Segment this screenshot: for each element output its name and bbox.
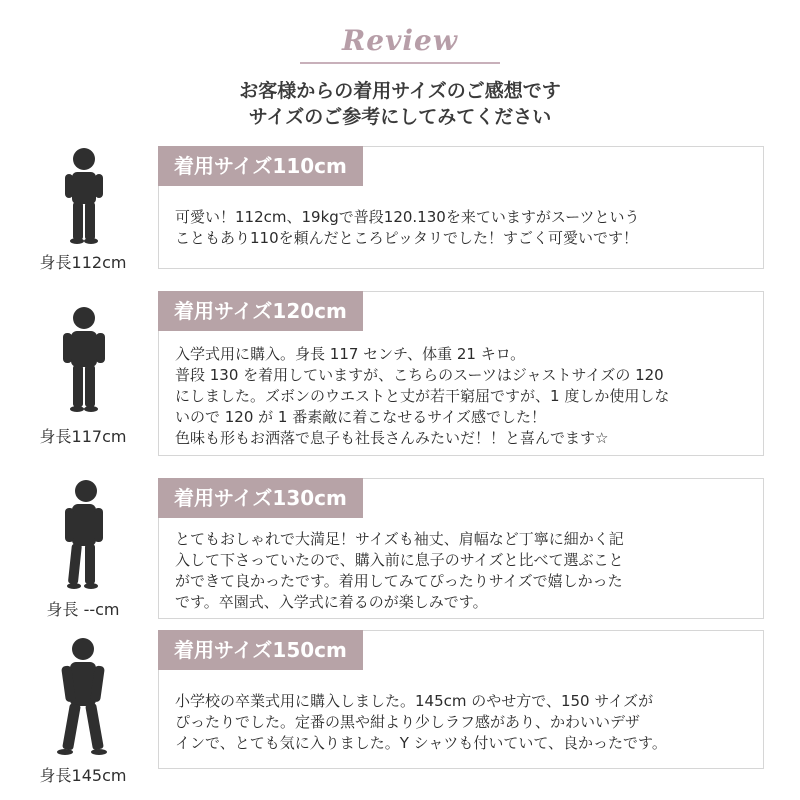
review-line: にしました。ズボンのウエストと丈が若干窮屈ですが、1 度しか使用しな [175,387,670,405]
review-line: ぴったりでした。定番の黒や紺より少しラフ感があり、かわいいデザ [175,713,641,731]
review-card [158,146,764,269]
child-silhouette-icon [34,636,134,760]
review-line: ができて良かったです。着用してみてぴったりサイズで嬉しかった [175,572,623,590]
review-line: とてもおしゃれで大満足！サイズも袖丈、肩幅など丁寧に細かく記 [175,530,624,548]
height-label: 身長117cm [39,427,127,446]
size-label: 着用サイズ120cm [158,291,363,331]
intro-line: お客様からの着用サイズのご感想です [239,80,561,102]
size-label: 着用サイズ150cm [158,630,363,670]
intro-line: サイズのご参考にしてみてください [248,106,552,128]
review-card [158,291,764,456]
review-line: 普段 130 を着用していますが、こちらのスーツはジャストサイズの 120 [175,366,664,384]
review-line: 色味も形もお洒落で息子も社長さんみたいだ！！と喜んでます☆ [175,429,609,447]
review-line: いので 120 が 1 番素敵に着こなせるサイズ感でした！ [175,408,547,426]
review-line: 小学校の卒業式用に購入しました。145cm のやせ方で、150 サイズが [175,692,654,710]
child-silhouette-icon [34,478,134,593]
review-line: 入して下さっていたので、購入前に息子のサイズと比べて選ぶこと [175,551,624,569]
review-line: 入学式用に購入。身長 117 センチ、体重 21 キロ。 [175,345,526,363]
page-title: Review [342,24,458,57]
child-silhouette-icon [34,146,134,246]
review-line: 可愛い！112cm、19kgで普段120.130を来ていますがスーツという [175,208,640,226]
size-label: 着用サイズ130cm [158,478,363,518]
review-card [158,630,764,769]
height-label: 身長145cm [39,766,127,785]
review-line: インで、とても気に入りました。Y シャツも付いていて、良かったです。 [175,734,667,752]
height-label: 身長 --cm [46,600,120,619]
size-label: 着用サイズ110cm [158,146,363,186]
review-text [175,691,751,754]
review-line: です。卒園式、入学式に着るのが楽しみです。 [175,593,488,611]
review-line: こともあり110を頼んだところピッタリでした！すごく可愛いです！ [175,229,639,247]
review-card [158,478,764,619]
child-silhouette-icon [34,305,134,415]
height-label: 身長112cm [39,253,127,272]
review-text [175,344,751,449]
review-text [175,529,751,613]
title-underline [300,62,500,64]
intro-text [0,78,800,130]
review-text [175,207,751,249]
